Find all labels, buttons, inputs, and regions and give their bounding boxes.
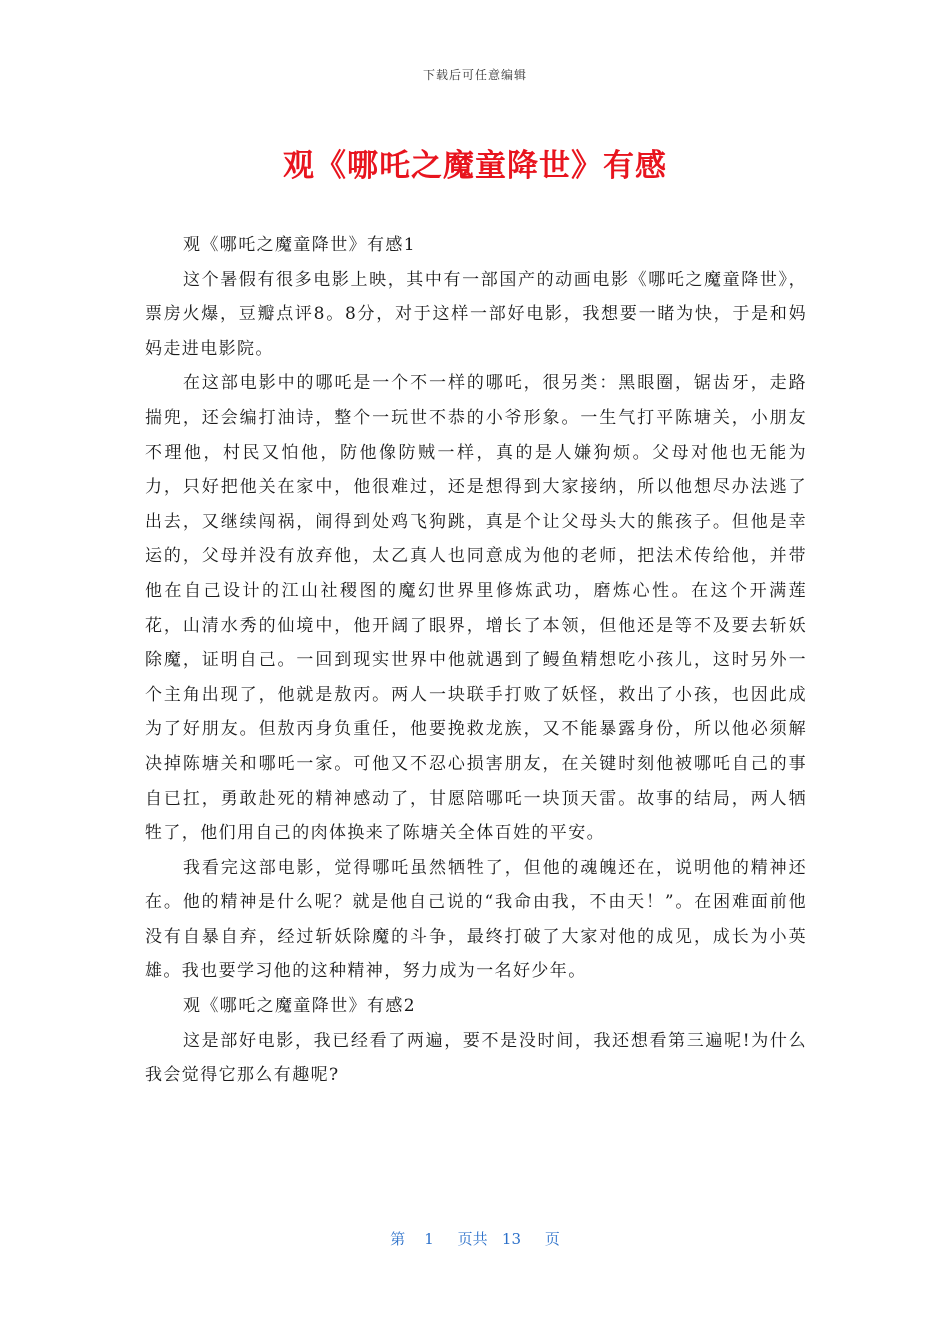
body-paragraph: 这个暑假有很多电影上映，其中有一部国产的动画电影《哪吒之魔童降世》，票房火爆，豆瓣点评8。8分，对于这样一部好电影，我想要一睹为快，于是和妈妈走进电影院。 [145, 269, 807, 359]
body-paragraph: 这是部好电影，我已经看了两遍，要不是没时间，我还想看第三遍呢!为什么我会觉得它那么有趣呢? [145, 1030, 807, 1086]
body-paragraph: 我看完这部电影，觉得哪吒虽然牺牲了，但他的魂魄还在，说明他的精神还在。他的精神是什么呢？就是他自己说的“我命由我，不由天！”。在困难面前他没有自暴自弃，经过斩妖除魔的斗争，最终打破了大家对他的成见，成长为小英雄。我也要学习他的这种精神，努力成为一名好少年。 [145, 857, 807, 982]
section-heading: 观《哪吒之魔童降世》有感1 [183, 235, 417, 255]
body-paragraph: 在这部电影中的哪吒是一个不一样的哪吒，很另类：黑眼圈，锯齿牙，走路揣兜，还会编打油诗，整个一玩世不恭的小爷形象。一生气打平陈塘关，小朋友不理他，村民又怕他，防他像防贼一样，真的是人嫌狗烦。父母对他也无能为力，只好把他关在家中，他很难过，还是想得到大家接纳，所以他想尽办法逃了出去，又继续闯祸，闹得到处鸡飞狗跳，真是个让父母头大的熊孩子。但他是幸运的，父母并没有放弃他，太乙真人也同意成为他的老师，把法术传给他，并带他在自己设计的江山社稷图的魔幻世界里修炼武功，磨炼心性。在这个开满莲花，山清水秀的仙境中，他开阔了眼界，增长了本领，但他还是等不及要去斩妖除魔，证明自己。一回到现实世界中他就遇到了鳗鱼精想吃小孩儿，这时另外一个主角出现了，他就是敖丙。两人一块联手打败了妖怪，救出了小孩，也因此成为了好朋友。但敖丙身负重任，他要挽救龙族，又不能暴露身份，所以他必须解决掉陈塘关和哪吒一家。可他又不忍心损害朋友，在关键时刻他被哪吒自己的事自已扛，勇敢赴死的精神感动了，甘愿陪哪吒一块顶天雷。故事的结局，两人牺牲了，他们用自己的肉体换来了陈塘关全体百姓的平安。 [145, 373, 807, 844]
document-title: 观《哪吒之魔童降世》有感 [283, 148, 667, 184]
document-body [145, 228, 807, 1093]
page-footer: 第 1 页共 13 页 [390, 1230, 560, 1248]
section-heading: 观《哪吒之魔童降世》有感2 [183, 996, 417, 1017]
header-note: 下载后可任意编辑 [422, 68, 527, 82]
